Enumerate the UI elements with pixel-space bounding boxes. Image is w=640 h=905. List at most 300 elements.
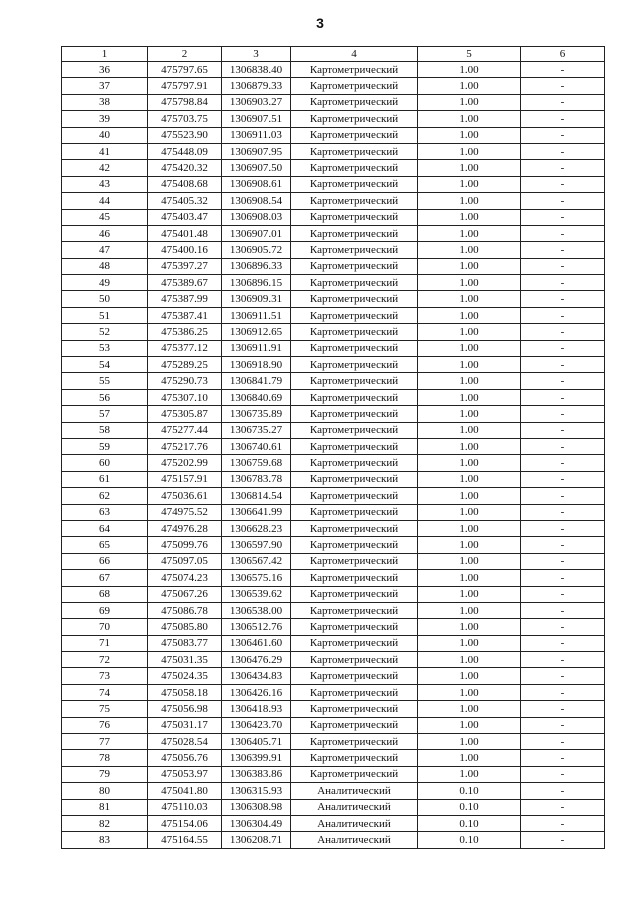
table-row (62, 62, 605, 78)
table-cell: - (521, 160, 605, 176)
table-cell: Картометрический (291, 176, 418, 192)
table-cell: Картометрический (291, 389, 418, 405)
table-cell: 47 (62, 242, 148, 258)
table-cell: 1.00 (418, 520, 521, 536)
table-cell: 1.00 (418, 389, 521, 405)
table-cell: 73 (62, 668, 148, 684)
header-cell: 5 (418, 47, 521, 62)
table-cell: 54 (62, 357, 148, 373)
table-cell: 1.00 (418, 127, 521, 143)
table-cell: Картометрический (291, 357, 418, 373)
table-cell: - (521, 209, 605, 225)
table-cell: Картометрический (291, 340, 418, 356)
table-cell: - (521, 652, 605, 668)
header-cell: 6 (521, 47, 605, 62)
table-cell: 1.00 (418, 160, 521, 176)
table-cell: Картометрический (291, 143, 418, 159)
table-cell: 1306907.95 (222, 143, 291, 159)
table-cell: Картометрический (291, 438, 418, 454)
table-cell: 48 (62, 258, 148, 274)
table-cell: - (521, 406, 605, 422)
table-cell: 475408.68 (148, 176, 222, 192)
table-cell: 71 (62, 635, 148, 651)
table-cell: - (521, 717, 605, 733)
table-cell: - (521, 258, 605, 274)
table-cell: 1.00 (418, 619, 521, 635)
table-row (62, 488, 605, 504)
table-cell: - (521, 225, 605, 241)
table-cell: 81 (62, 799, 148, 815)
table-row (62, 422, 605, 438)
table-cell: 475420.32 (148, 160, 222, 176)
table-cell: - (521, 619, 605, 635)
table-cell: 1306907.50 (222, 160, 291, 176)
table-cell: Картометрический (291, 324, 418, 340)
table-cell: 1.00 (418, 94, 521, 110)
table-cell: - (521, 668, 605, 684)
table-cell: 65 (62, 537, 148, 553)
table-row (62, 193, 605, 209)
table-cell: Картометрический (291, 94, 418, 110)
table-cell: 475389.67 (148, 275, 222, 291)
table-cell: Картометрический (291, 78, 418, 94)
table-row (62, 160, 605, 176)
table-cell: 50 (62, 291, 148, 307)
table-cell: 43 (62, 176, 148, 192)
table-cell: 57 (62, 406, 148, 422)
table-cell: - (521, 455, 605, 471)
table-cell: 1.00 (418, 291, 521, 307)
table-cell: - (521, 307, 605, 323)
table-cell: 1.00 (418, 455, 521, 471)
table-cell: 72 (62, 652, 148, 668)
table-cell: 55 (62, 373, 148, 389)
table-cell: 1.00 (418, 766, 521, 782)
table-cell: 475290.73 (148, 373, 222, 389)
table-cell: 475097.05 (148, 553, 222, 569)
table-cell: 475202.99 (148, 455, 222, 471)
table-row (62, 734, 605, 750)
table-row (62, 652, 605, 668)
table-cell: 82 (62, 815, 148, 831)
table-cell: 58 (62, 422, 148, 438)
table-cell: 1.00 (418, 209, 521, 225)
table-row (62, 619, 605, 635)
table-cell: Картометрический (291, 275, 418, 291)
table-cell: - (521, 815, 605, 831)
table-row (62, 389, 605, 405)
table-cell: Картометрический (291, 734, 418, 750)
table-row (62, 340, 605, 356)
table-cell: - (521, 750, 605, 766)
table-cell: - (521, 176, 605, 192)
page-number: 3 (316, 15, 324, 31)
table-cell: 475387.99 (148, 291, 222, 307)
table-cell: 70 (62, 619, 148, 635)
table-cell: - (521, 291, 605, 307)
table-cell: 1.00 (418, 373, 521, 389)
table-cell: 1306896.15 (222, 275, 291, 291)
table-cell: Картометрический (291, 307, 418, 323)
table-cell: 1.00 (418, 471, 521, 487)
table-row (62, 176, 605, 192)
table-cell: 1.00 (418, 111, 521, 127)
table-cell: - (521, 684, 605, 700)
table-cell: Картометрический (291, 520, 418, 536)
table-cell: 1306597.90 (222, 537, 291, 553)
header-cell: 4 (291, 47, 418, 62)
table-cell: 1.00 (418, 504, 521, 520)
table-cell: 1.00 (418, 537, 521, 553)
table-cell: 1306538.00 (222, 602, 291, 618)
table-cell: - (521, 340, 605, 356)
table-cell: - (521, 734, 605, 750)
table-row (62, 127, 605, 143)
table-cell: 56 (62, 389, 148, 405)
table-cell: 41 (62, 143, 148, 159)
table-cell: - (521, 504, 605, 520)
table-cell: 1.00 (418, 307, 521, 323)
table-cell: Картометрический (291, 193, 418, 209)
table-cell: Картометрический (291, 160, 418, 176)
table-row (62, 406, 605, 422)
table-cell: Картометрический (291, 258, 418, 274)
table-row (62, 225, 605, 241)
table-row (62, 832, 605, 848)
table-cell: Картометрический (291, 422, 418, 438)
table-cell: - (521, 422, 605, 438)
table-cell: 1.00 (418, 701, 521, 717)
table-cell: 475164.55 (148, 832, 222, 848)
table-cell: Картометрический (291, 717, 418, 733)
table-cell: 39 (62, 111, 148, 127)
header-row (62, 47, 605, 62)
table-cell: 1306783.78 (222, 471, 291, 487)
table-cell: 475053.97 (148, 766, 222, 782)
table-row (62, 275, 605, 291)
table-cell: Картометрический (291, 471, 418, 487)
header-cell: 1 (62, 47, 148, 62)
table-cell: 62 (62, 488, 148, 504)
table-cell: 74 (62, 684, 148, 700)
table-row (62, 242, 605, 258)
table-cell: Картометрический (291, 668, 418, 684)
table-cell: 77 (62, 734, 148, 750)
table-cell: Картометрический (291, 619, 418, 635)
table-cell: 1306405.71 (222, 734, 291, 750)
table-cell: 475377.12 (148, 340, 222, 356)
table-cell: 1.00 (418, 242, 521, 258)
table-cell: 475307.10 (148, 389, 222, 405)
table-cell: - (521, 832, 605, 848)
table-cell: 1.00 (418, 635, 521, 651)
table-cell: 1.00 (418, 422, 521, 438)
table-cell: 83 (62, 832, 148, 848)
table-cell: - (521, 78, 605, 94)
table-cell: 1306476.29 (222, 652, 291, 668)
table-cell: 64 (62, 520, 148, 536)
table-cell: 475083.77 (148, 635, 222, 651)
table-row (62, 143, 605, 159)
table-cell: 1.00 (418, 488, 521, 504)
table-cell: Картометрический (291, 602, 418, 618)
table-cell: 1306759.68 (222, 455, 291, 471)
table-row (62, 438, 605, 454)
table-cell: - (521, 783, 605, 799)
table-cell: 76 (62, 717, 148, 733)
table-row (62, 815, 605, 831)
table-cell: 63 (62, 504, 148, 520)
table-cell: 1306735.27 (222, 422, 291, 438)
table-cell: Картометрический (291, 455, 418, 471)
table-cell: - (521, 488, 605, 504)
table-cell: 1306308.98 (222, 799, 291, 815)
table-row (62, 455, 605, 471)
table-row (62, 94, 605, 110)
table-cell: 474975.52 (148, 504, 222, 520)
table-cell: 475277.44 (148, 422, 222, 438)
table-cell: 1306399.91 (222, 750, 291, 766)
table-cell: 1306907.01 (222, 225, 291, 241)
table-cell: 1.00 (418, 684, 521, 700)
table-cell: 1306911.03 (222, 127, 291, 143)
table-cell: 475797.91 (148, 78, 222, 94)
table-cell: Картометрический (291, 242, 418, 258)
table-row (62, 471, 605, 487)
table-row (62, 111, 605, 127)
table-cell: 0.10 (418, 783, 521, 799)
table-cell: - (521, 242, 605, 258)
table-cell: - (521, 438, 605, 454)
table-row (62, 357, 605, 373)
table-cell: 44 (62, 193, 148, 209)
table-cell: Картометрический (291, 553, 418, 569)
table-cell: 475024.35 (148, 668, 222, 684)
table-cell: 1.00 (418, 357, 521, 373)
table-cell: 475289.25 (148, 357, 222, 373)
table-cell: Картометрический (291, 766, 418, 782)
table-row (62, 78, 605, 94)
table-cell: 475056.76 (148, 750, 222, 766)
table-row (62, 684, 605, 700)
table-cell: 475031.17 (148, 717, 222, 733)
table-cell: 1306315.93 (222, 783, 291, 799)
table-cell: 1306418.93 (222, 701, 291, 717)
table-cell: 475387.41 (148, 307, 222, 323)
table-cell: - (521, 701, 605, 717)
table-row (62, 520, 605, 536)
table-cell: 1.00 (418, 275, 521, 291)
table-cell: 475099.76 (148, 537, 222, 553)
table-cell: 475154.06 (148, 815, 222, 831)
table-cell: 1306841.79 (222, 373, 291, 389)
table-cell: 475031.35 (148, 652, 222, 668)
table-cell: - (521, 275, 605, 291)
table-cell: - (521, 471, 605, 487)
table-cell: 1306539.62 (222, 586, 291, 602)
table-cell: 1306814.54 (222, 488, 291, 504)
table-cell: - (521, 537, 605, 553)
table-cell: 36 (62, 62, 148, 78)
table-cell: 1306567.42 (222, 553, 291, 569)
table-cell: 1.00 (418, 225, 521, 241)
table-cell: 475036.61 (148, 488, 222, 504)
table-cell: 1.00 (418, 734, 521, 750)
table-cell: 475797.65 (148, 62, 222, 78)
table-row (62, 766, 605, 782)
table-cell: 474976.28 (148, 520, 222, 536)
table-cell: 1306912.65 (222, 324, 291, 340)
table-cell: 475405.32 (148, 193, 222, 209)
table-cell: 69 (62, 602, 148, 618)
table-cell: 475157.91 (148, 471, 222, 487)
table-cell: 1.00 (418, 62, 521, 78)
table-cell: 1.00 (418, 553, 521, 569)
table-cell: Картометрический (291, 504, 418, 520)
table-cell: 1306905.72 (222, 242, 291, 258)
table-row (62, 504, 605, 520)
table-cell: 0.10 (418, 815, 521, 831)
table-cell: 475400.16 (148, 242, 222, 258)
table-cell: 1.00 (418, 438, 521, 454)
table-cell: 45 (62, 209, 148, 225)
table-row (62, 537, 605, 553)
table-cell: 52 (62, 324, 148, 340)
table-cell: - (521, 193, 605, 209)
table-row (62, 750, 605, 766)
table-cell: Картометрический (291, 537, 418, 553)
table-cell: - (521, 324, 605, 340)
table-row (62, 635, 605, 651)
table-row (62, 783, 605, 799)
table-cell: 0.10 (418, 799, 521, 815)
table-cell: 1.00 (418, 668, 521, 684)
table-cell: - (521, 111, 605, 127)
table-cell: 0.10 (418, 832, 521, 848)
table-cell: 1306434.83 (222, 668, 291, 684)
table-cell: 1306575.16 (222, 570, 291, 586)
table-cell: 1.00 (418, 340, 521, 356)
table-cell: - (521, 62, 605, 78)
table-cell: 1306383.86 (222, 766, 291, 782)
table-cell: Картометрический (291, 635, 418, 651)
table-row (62, 324, 605, 340)
table-cell: 475058.18 (148, 684, 222, 700)
table-cell: 1.00 (418, 652, 521, 668)
table-cell: 1306641.99 (222, 504, 291, 520)
table-cell: 46 (62, 225, 148, 241)
table-cell: 1306903.27 (222, 94, 291, 110)
table-cell: - (521, 635, 605, 651)
table-cell: 1306908.54 (222, 193, 291, 209)
table-cell: Картометрический (291, 750, 418, 766)
table-cell: 1306628.23 (222, 520, 291, 536)
table-cell: 1.00 (418, 717, 521, 733)
table-cell: 1306426.16 (222, 684, 291, 700)
table-cell: 66 (62, 553, 148, 569)
table-cell: 475041.80 (148, 783, 222, 799)
table-row (62, 701, 605, 717)
table-cell: 1306911.91 (222, 340, 291, 356)
table-cell: 1.00 (418, 586, 521, 602)
table-cell: 1306740.61 (222, 438, 291, 454)
table-cell: 1.00 (418, 258, 521, 274)
table-cell: 78 (62, 750, 148, 766)
table-cell: Аналитический (291, 783, 418, 799)
table-cell: - (521, 389, 605, 405)
table-cell: 475086.78 (148, 602, 222, 618)
table-cell: Картометрический (291, 684, 418, 700)
table-cell: 1306735.89 (222, 406, 291, 422)
table-cell: 61 (62, 471, 148, 487)
coordinates-table (61, 46, 605, 849)
table-cell: Картометрический (291, 652, 418, 668)
table-cell: 37 (62, 78, 148, 94)
table-row (62, 209, 605, 225)
table-cell: 475397.27 (148, 258, 222, 274)
table-cell: 1.00 (418, 570, 521, 586)
table-cell: 79 (62, 766, 148, 782)
table-cell: - (521, 570, 605, 586)
table-cell: 1306907.51 (222, 111, 291, 127)
table-cell: 1.00 (418, 176, 521, 192)
table-cell: 475798.84 (148, 94, 222, 110)
table-cell: 1306909.31 (222, 291, 291, 307)
table-cell: 475386.25 (148, 324, 222, 340)
table-cell: Аналитический (291, 799, 418, 815)
table-cell: - (521, 586, 605, 602)
table-cell: 1306911.51 (222, 307, 291, 323)
table-cell: Картометрический (291, 586, 418, 602)
table-cell: 67 (62, 570, 148, 586)
table-cell: - (521, 94, 605, 110)
table-row (62, 586, 605, 602)
header-cell: 3 (222, 47, 291, 62)
table-cell: 475085.80 (148, 619, 222, 635)
table-cell: Картометрический (291, 225, 418, 241)
table-cell: 49 (62, 275, 148, 291)
table-cell: 475217.76 (148, 438, 222, 454)
table-row (62, 717, 605, 733)
table-cell: Картометрический (291, 291, 418, 307)
table-cell: Картометрический (291, 488, 418, 504)
table-row (62, 602, 605, 618)
table-cell: - (521, 602, 605, 618)
table-cell: 51 (62, 307, 148, 323)
table-cell: 475074.23 (148, 570, 222, 586)
coordinates-table-body (62, 47, 605, 849)
table-cell: 75 (62, 701, 148, 717)
table-cell: 40 (62, 127, 148, 143)
table-cell: 53 (62, 340, 148, 356)
table-cell: 1306908.61 (222, 176, 291, 192)
table-row (62, 668, 605, 684)
table-cell: Картометрический (291, 373, 418, 389)
table-cell: 1.00 (418, 602, 521, 618)
table-cell: - (521, 553, 605, 569)
table-cell: 475401.48 (148, 225, 222, 241)
table-cell: 42 (62, 160, 148, 176)
table-cell: Картометрический (291, 127, 418, 143)
table-cell: 475448.09 (148, 143, 222, 159)
table-cell: 1306512.76 (222, 619, 291, 635)
table-cell: 1306208.71 (222, 832, 291, 848)
table-cell: Картометрический (291, 111, 418, 127)
table-cell: Картометрический (291, 62, 418, 78)
table-cell: 475067.26 (148, 586, 222, 602)
table-cell: 1.00 (418, 143, 521, 159)
table-cell: 1.00 (418, 78, 521, 94)
